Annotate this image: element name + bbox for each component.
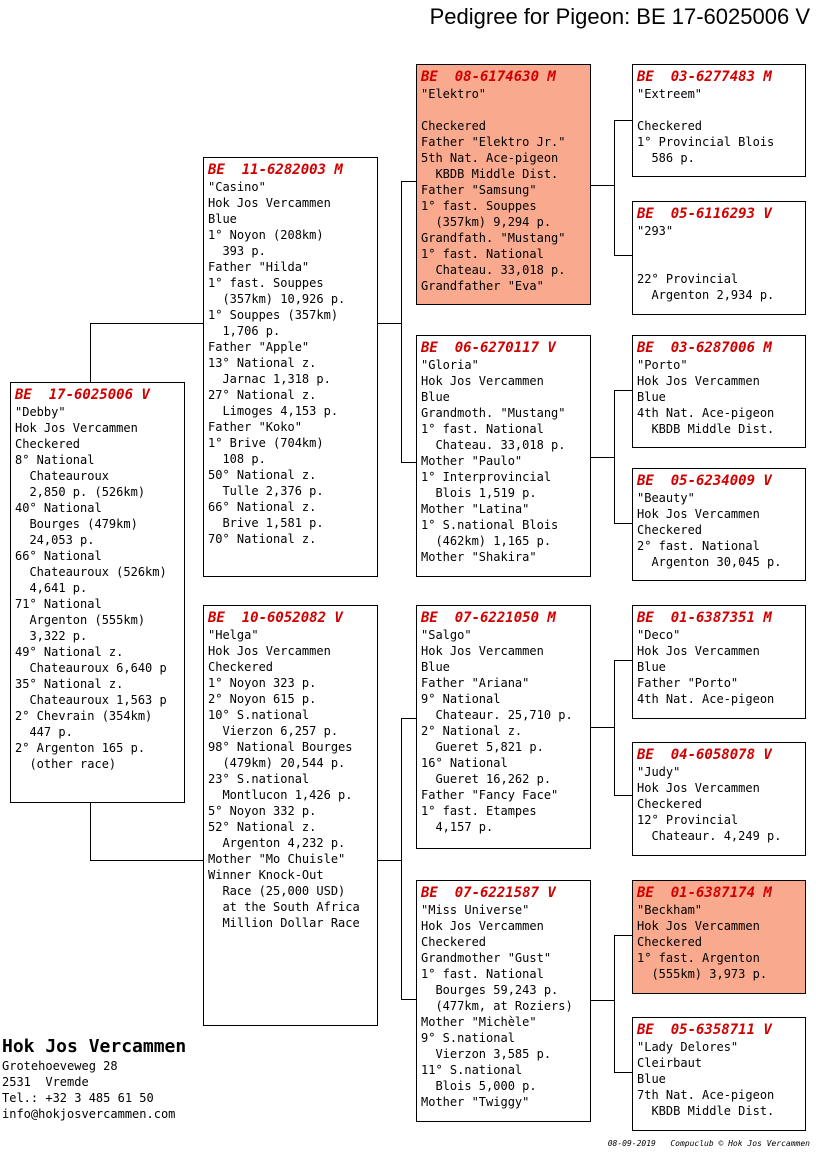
pigeon-detail-line: 66° National z.	[208, 500, 317, 514]
pigeon-detail-line: Blue	[637, 390, 666, 404]
ring-number: BE 10-6052082 V	[208, 610, 343, 626]
connector-line	[614, 660, 615, 796]
pigeon-detail-line: 16° National	[421, 756, 508, 770]
owner-name: Hok Jos Vercammen	[2, 1036, 187, 1057]
pigeon-detail-line: Mother "Twiggy"	[421, 1095, 530, 1109]
pigeon-details	[637, 627, 801, 707]
pigeon-detail-line: 1° Interprovincial	[421, 470, 552, 484]
pigeon-card-mother[interactable]	[203, 605, 378, 1026]
pigeon-detail-line: 70° National z.	[208, 532, 317, 546]
connector-line	[90, 323, 91, 383]
pigeon-detail-line: Grandmoth. "Mustang"	[421, 406, 566, 420]
pigeon-detail-line: Hok Jos Vercammen	[637, 919, 760, 933]
pigeon-detail-line: "Lady Delores"	[637, 1040, 739, 1054]
pigeon-detail-line: 2° fast. National	[637, 539, 760, 553]
pigeon-detail-line: Checkered	[637, 935, 703, 949]
pigeon-detail-line: Hok Jos Vercammen	[208, 196, 331, 210]
pigeon-detail-line: 2° Chevrain (354km)	[15, 709, 153, 723]
pigeon-detail-line: Hok Jos Vercammen	[208, 644, 331, 658]
connector-line	[614, 1072, 632, 1073]
pigeon-detail-line: 2° Noyon 615 p.	[208, 692, 317, 706]
pigeon-detail-line: Argenton 30,045 p.	[637, 555, 782, 569]
pigeon-detail-line: Blue	[421, 660, 450, 674]
connector-line	[401, 462, 417, 463]
pigeon-detail-line: 7th Nat. Ace-pigeon	[637, 1088, 775, 1102]
ring-number: BE 01-6387351 M	[637, 610, 772, 626]
connector-line	[590, 1000, 615, 1001]
pigeon-details	[15, 404, 180, 772]
pigeon-detail-line: KBDB Middle Dist.	[637, 1104, 775, 1118]
pigeon-detail-line: 1° fast. National	[421, 967, 544, 981]
pigeon-detail-line: Checkered	[421, 119, 487, 133]
pigeon-details	[637, 223, 801, 303]
connector-line	[401, 181, 402, 463]
pigeon-detail-line: 393 p.	[208, 244, 266, 258]
connector-line	[377, 860, 402, 861]
ring-number: BE 03-6277483 M	[637, 69, 772, 85]
pigeon-details	[208, 627, 373, 931]
pigeon-detail-line: 1° fast. National	[421, 422, 544, 436]
pigeon-detail-line: 5th Nat. Ace-pigeon	[421, 151, 559, 165]
pigeon-detail-line: "Porto"	[637, 358, 688, 372]
pigeon-detail-line: 24,053 p.	[15, 533, 95, 547]
pigeon-detail-line: (479km) 20,544 p.	[208, 756, 346, 770]
connector-line	[614, 523, 632, 524]
pigeon-details	[637, 1039, 801, 1119]
connector-line	[401, 181, 417, 182]
pigeon-detail-line: Father "Hilda"	[208, 260, 310, 274]
pigeon-detail-line: "Helga"	[208, 628, 259, 642]
pigeon-detail-line: "Extreem"	[637, 87, 703, 101]
ring-number: BE 05-6358711 V	[637, 1022, 772, 1038]
ring-number: BE 03-6287006 M	[637, 340, 772, 356]
pigeon-detail-line	[637, 102, 801, 118]
pigeon-detail-line: Checkered	[421, 935, 487, 949]
pigeon-detail-line: Chateauroux (526km)	[15, 565, 167, 579]
pigeon-detail-line: 1° Noyon 323 p.	[208, 676, 317, 690]
pigeon-detail-line: 10° S.national	[208, 708, 310, 722]
connector-line	[614, 120, 632, 121]
pigeon-detail-line: Checkered	[637, 797, 703, 811]
pigeon-detail-line: Gueret 5,821 p.	[421, 740, 544, 754]
pigeon-detail-line: "Deco"	[637, 628, 681, 642]
pigeon-card-paternal-grandfather[interactable]	[416, 64, 591, 305]
pigeon-detail-line: Father "Ariana"	[421, 676, 530, 690]
pigeon-detail-line: Chateau. 33,018 p.	[421, 263, 566, 277]
pigeon-detail-line: 4,157 p.	[421, 820, 494, 834]
pigeon-detail-line: Grandmother "Gust"	[421, 951, 552, 965]
pigeon-detail-line: 35° National z.	[15, 677, 124, 691]
pigeon-details	[637, 357, 801, 437]
pigeon-card-great-grandparent[interactable]	[632, 468, 806, 581]
pigeon-card-great-grandparent[interactable]	[632, 201, 806, 315]
pigeon-detail-line: 23° S.national	[208, 772, 310, 786]
pigeon-detail-line: Blue	[637, 660, 666, 674]
pigeon-detail-line: "293"	[637, 224, 674, 238]
pigeon-detail-line: Mother "Paulo"	[421, 454, 523, 468]
pigeon-detail-line: Blois 1,519 p.	[421, 486, 537, 500]
pigeon-detail-line: Chateauroux 1,563 p	[15, 693, 167, 707]
connector-line	[590, 185, 615, 186]
connector-line	[614, 935, 632, 936]
pigeon-detail-line: 1° fast. Souppes	[208, 276, 324, 290]
pigeon-card-great-grandparent[interactable]	[632, 1017, 806, 1131]
pigeon-detail-line: "Gloria"	[421, 358, 479, 372]
pigeon-detail-line: Gueret 16,262 p.	[421, 772, 552, 786]
pigeon-detail-line: 1° Souppes (357km)	[208, 308, 339, 322]
pigeon-detail-line: 1,706 p.	[208, 324, 281, 338]
owner-email[interactable]: info@hokjosvercammen.com	[2, 1107, 176, 1121]
pigeon-detail-line: Blue	[208, 212, 237, 226]
pigeon-detail-line: Hok Jos Vercammen	[421, 374, 544, 388]
pigeon-detail-line: Checkered	[208, 660, 274, 674]
pigeon-detail-line: Father "Fancy Face"	[421, 788, 559, 802]
pigeon-detail-line: 4th Nat. Ace-pigeon	[637, 406, 775, 420]
pigeon-detail-line: 1° fast. Argenton	[637, 951, 760, 965]
connector-line	[614, 935, 615, 1073]
connector-line	[401, 718, 417, 719]
pigeon-detail-line: 1° fast. Etampes	[421, 804, 537, 818]
pigeon-detail-line: Limoges 4,153 p.	[208, 404, 339, 418]
pigeon-card-great-grandparent[interactable]	[632, 880, 806, 994]
pigeon-detail-line: Mother "Mo Chuisle"	[208, 852, 346, 866]
pigeon-detail-line: KBDB Middle Dist.	[421, 167, 559, 181]
owner-block	[2, 1036, 186, 1122]
pigeon-detail-line: 50° National z.	[208, 468, 317, 482]
pigeon-detail-line: Tulle 2,376 p.	[208, 484, 324, 498]
pigeon-details	[421, 86, 586, 294]
pigeon-detail-line: 1° fast. National	[421, 247, 544, 261]
connector-line	[590, 727, 615, 728]
pigeon-details	[637, 902, 801, 982]
pigeon-detail-line: "Miss Universe"	[421, 903, 530, 917]
pigeon-detail-line: Argenton 4,232 p.	[208, 836, 346, 850]
pigeon-detail-line: 1° Noyon (208km)	[208, 228, 324, 242]
page-title: Pedigree for Pigeon: BE 17-6025006 V	[429, 4, 810, 29]
pigeon-detail-line: Chateauroux 6,640 p	[15, 661, 167, 675]
pigeon-card-paternal-grandmother[interactable]	[416, 335, 591, 577]
pigeon-card-father[interactable]	[203, 157, 378, 577]
pigeon-details	[637, 86, 801, 166]
pigeon-detail-line: 4th Nat. Ace-pigeon	[637, 692, 775, 706]
connector-line	[614, 255, 632, 256]
pigeon-detail-line	[637, 255, 801, 271]
pigeon-detail-line: 3,322 p.	[15, 629, 88, 643]
pigeon-detail-line: Hok Jos Vercammen	[421, 919, 544, 933]
pigeon-detail-line: Blue	[421, 390, 450, 404]
pigeon-detail-line: Brive 1,581 p.	[208, 516, 324, 530]
pigeon-detail-line: Blois 5,000 p.	[421, 1079, 537, 1093]
pigeon-detail-line: Chateau. 33,018 p.	[421, 438, 566, 452]
pigeon-detail-line: Cleirbaut	[637, 1056, 703, 1070]
pigeon-details	[421, 902, 586, 1110]
pigeon-detail-line: (other race)	[15, 757, 117, 771]
pigeon-detail-line: Father "Porto"	[637, 676, 739, 690]
pigeon-detail-line: Bourges 59,243 p.	[421, 983, 559, 997]
connector-line	[614, 390, 632, 391]
pigeon-detail-line: Mother "Latina"	[421, 502, 530, 516]
pigeon-detail-line: 5° Noyon 332 p.	[208, 804, 317, 818]
connector-line	[90, 860, 204, 861]
pigeon-detail-line: (477km, at Roziers)	[421, 999, 573, 1013]
pigeon-detail-line: 11° S.national	[421, 1063, 523, 1077]
connector-line	[401, 999, 417, 1000]
pigeon-card-maternal-grandfather[interactable]	[416, 605, 591, 849]
connector-line	[90, 803, 91, 860]
pigeon-detail-line: (357km) 10,926 p.	[208, 292, 346, 306]
pigeon-detail-line: Hok Jos Vercammen	[637, 781, 760, 795]
ring-number: BE 04-6058078 V	[637, 747, 772, 763]
pigeon-detail-line: Argenton 2,934 p.	[637, 288, 775, 302]
pigeon-detail-line: Checkered	[15, 437, 81, 451]
pigeon-detail-line: Father "Samsung"	[421, 183, 537, 197]
pigeon-details	[421, 627, 586, 835]
pigeon-detail-line: Winner Knock-Out	[208, 868, 324, 882]
pigeon-detail-line: Chateaur. 25,710 p.	[421, 708, 573, 722]
ring-number: BE 11-6282003 M	[208, 162, 343, 178]
pigeon-detail-line: "Beckham"	[637, 903, 703, 917]
ring-number: BE 17-6025006 V	[15, 387, 150, 403]
pigeon-card-great-grandparent[interactable]	[632, 64, 806, 177]
owner-address: Grotehoeveweg 28	[2, 1059, 118, 1073]
pigeon-detail-line: 8° National	[15, 453, 95, 467]
pigeon-card-great-grandparent[interactable]	[632, 335, 806, 448]
pigeon-detail-line	[421, 102, 586, 118]
pigeon-detail-line: 22° Provincial	[637, 272, 739, 286]
ring-number: BE 05-6116293 V	[637, 206, 772, 222]
ring-number: BE 06-6270117 V	[421, 340, 556, 356]
pigeon-detail-line: 447 p.	[15, 725, 73, 739]
pigeon-card-maternal-grandmother[interactable]	[416, 880, 591, 1122]
pigeon-detail-line: Grandfath. "Mustang"	[421, 231, 566, 245]
pigeon-detail-line: 2° National z.	[421, 724, 523, 738]
pigeon-detail-line: at the South Africa	[208, 900, 360, 914]
pigeon-detail-line: 12° Provincial	[637, 813, 739, 827]
pigeon-detail-line: Race (25,000 USD)	[208, 884, 346, 898]
pigeon-detail-line: (555km) 3,973 p.	[637, 967, 768, 981]
pigeon-detail-line: KBDB Middle Dist.	[637, 422, 775, 436]
connector-line	[401, 718, 402, 1000]
pigeon-detail-line: 1° fast. Souppes	[421, 199, 537, 213]
pigeon-detail-line: Vierzon 3,585 p.	[421, 1047, 552, 1061]
pigeon-detail-line: 9° S.national	[421, 1031, 515, 1045]
pigeon-detail-line: Jarnac 1,318 p.	[208, 372, 331, 386]
pigeon-detail-line: 108 p.	[208, 452, 266, 466]
pigeon-detail-line: 2° Argenton 165 p.	[15, 741, 146, 755]
pigeon-detail-line: "Beauty"	[637, 491, 695, 505]
pigeon-detail-line: Mother "Michèle"	[421, 1015, 537, 1029]
pigeon-details	[421, 357, 586, 565]
pigeon-detail-line: Blue	[637, 1072, 666, 1086]
pigeon-detail-line: (357km) 9,294 p.	[421, 215, 552, 229]
pigeon-detail-line: 98° National Bourges	[208, 740, 353, 754]
pigeon-detail-line: 586 p.	[637, 151, 695, 165]
pigeon-detail-line: 40° National	[15, 501, 102, 515]
pigeon-card-subject[interactable]	[10, 382, 185, 803]
pigeon-detail-line: 52° National z.	[208, 820, 317, 834]
pigeon-detail-line: Hok Jos Vercammen	[637, 374, 760, 388]
pigeon-detail-line: 13° National z.	[208, 356, 317, 370]
pigeon-detail-line: Million Dollar Race	[208, 916, 360, 930]
connector-line	[590, 457, 615, 458]
pigeon-card-great-grandparent[interactable]	[632, 742, 806, 856]
pigeon-detail-line: Checkered	[637, 119, 703, 133]
ring-number: BE 07-6221050 M	[421, 610, 556, 626]
ring-number: BE 08-6174630 M	[421, 69, 556, 85]
pigeon-details	[637, 764, 801, 844]
pigeon-detail-line: Hok Jos Vercammen	[421, 644, 544, 658]
pigeon-detail-line: Hok Jos Vercammen	[637, 507, 760, 521]
pigeon-detail-line: 71° National	[15, 597, 102, 611]
pigeon-detail-line: Bourges (479km)	[15, 517, 138, 531]
pigeon-detail-line: Vierzon 6,257 p.	[208, 724, 339, 738]
pigeon-detail-line: Hok Jos Vercammen	[637, 644, 760, 658]
connector-line	[614, 795, 632, 796]
ring-number: BE 05-6234009 V	[637, 473, 772, 489]
pigeon-detail-line: Father "Koko"	[208, 420, 302, 434]
pigeon-detail-line: Argenton (555km)	[15, 613, 146, 627]
pigeon-detail-line	[637, 239, 801, 255]
connector-line	[377, 323, 402, 324]
pigeon-detail-line: 49° National z.	[15, 645, 124, 659]
pigeon-detail-line: "Salgo"	[421, 628, 472, 642]
connector-line	[614, 660, 632, 661]
pigeon-detail-line: 1° S.national Blois	[421, 518, 559, 532]
pigeon-detail-line: "Elektro"	[421, 87, 487, 101]
pigeon-detail-line: "Debby"	[15, 405, 66, 419]
pigeon-card-great-grandparent[interactable]	[632, 605, 806, 719]
pigeon-detail-line: 2,850 p. (526km)	[15, 485, 146, 499]
pigeon-detail-line: Chateaur. 4,249 p.	[637, 829, 782, 843]
pigeon-detail-line: "Casino"	[208, 180, 266, 194]
pigeon-detail-line: Hok Jos Vercammen	[15, 421, 138, 435]
pigeon-detail-line: Grandfather "Eva"	[421, 279, 544, 293]
footer-credit: 08-09-2019 Compuclub © Hok Jos Vercammen	[607, 1139, 810, 1148]
pigeon-detail-line: Father "Apple"	[208, 340, 310, 354]
pigeon-details	[637, 490, 801, 570]
pigeon-detail-line: 9° National	[421, 692, 501, 706]
pigeon-detail-line: Checkered	[637, 523, 703, 537]
pigeon-detail-line: 1° Brive (704km)	[208, 436, 324, 450]
connector-line	[90, 323, 204, 324]
pigeon-detail-line: 4,641 p.	[15, 581, 88, 595]
pigeon-detail-line: Father "Elektro Jr."	[421, 135, 566, 149]
owner-postal: 2531 Vremde	[2, 1075, 89, 1089]
owner-phone: Tel.: +32 3 485 61 50	[2, 1091, 154, 1105]
pigeon-detail-line: (462km) 1,165 p.	[421, 534, 552, 548]
pigeon-detail-line: "Judy"	[637, 765, 681, 779]
pigeon-detail-line: 66° National	[15, 549, 102, 563]
pigeon-detail-line: Chateauroux	[15, 469, 109, 483]
connector-line	[614, 390, 615, 524]
ring-number: BE 01-6387174 M	[637, 885, 772, 901]
pigeon-detail-line: Mother "Shakira"	[421, 550, 537, 564]
pigeon-details	[208, 179, 373, 547]
ring-number: BE 07-6221587 V	[421, 885, 556, 901]
connector-line	[614, 120, 615, 256]
pigeon-detail-line: 1° Provincial Blois	[637, 135, 775, 149]
pigeon-detail-line: 27° National z.	[208, 388, 317, 402]
pigeon-detail-line: Montlucon 1,426 p.	[208, 788, 353, 802]
